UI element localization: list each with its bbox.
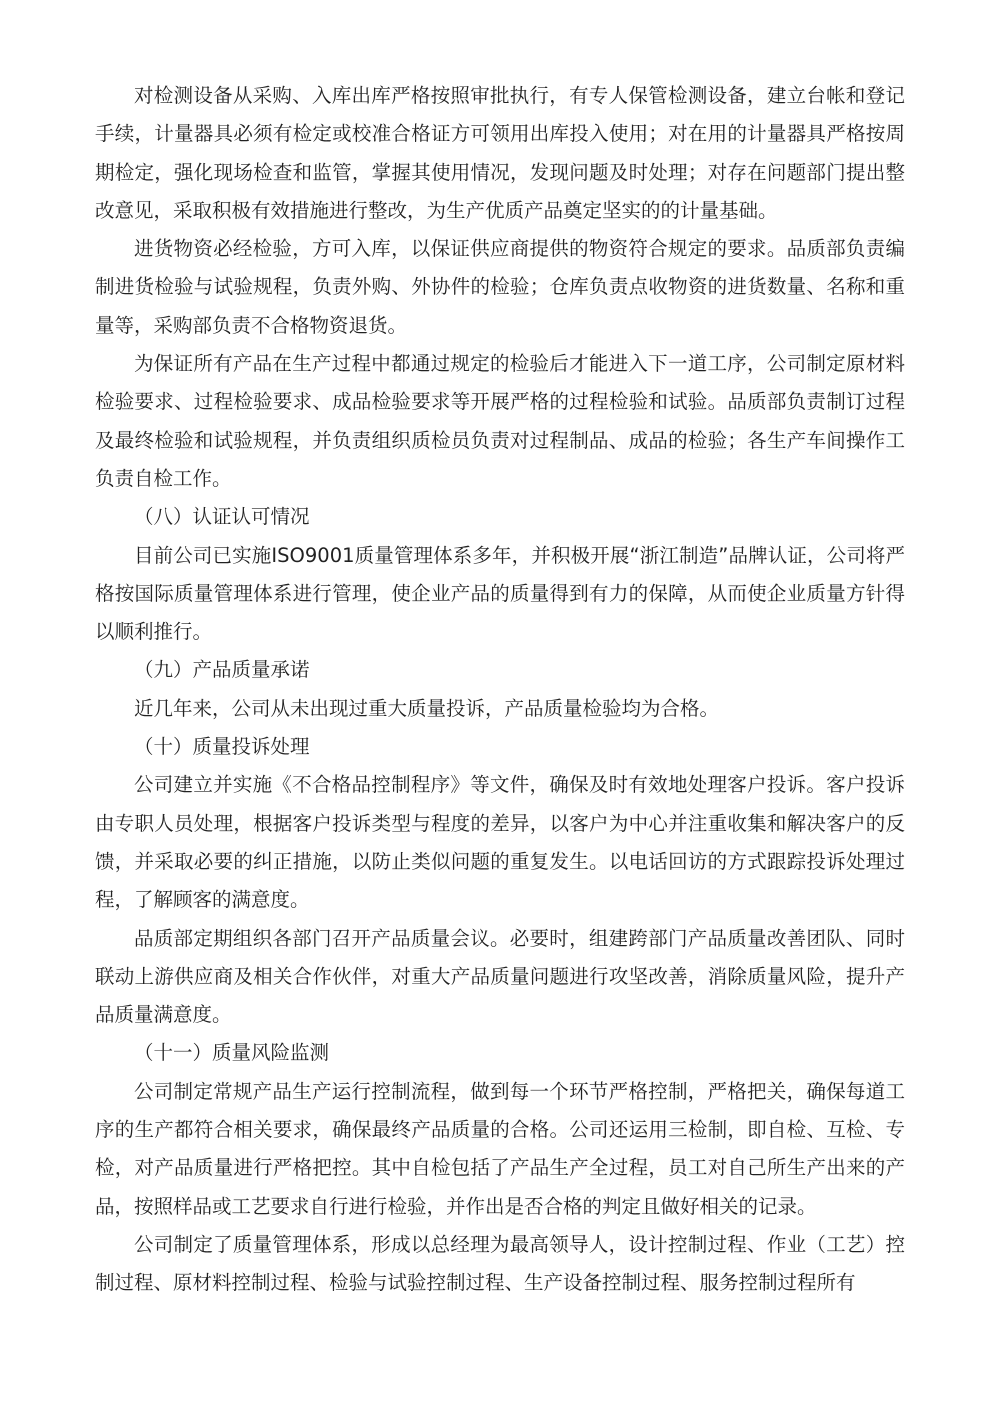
paragraph-complaint-handling: 公司建立并实施《不合格品控制程序》等文件，确保及时有效地处理客户投诉。客户投诉由专职人员处理，根据客户投诉类型与程度的差异，以客户为中心并注重收集和解决客户的反馈，并采取必要的纠正措施，以防止类似问题的重复发生。以电话回访的方式跟踪投诉处理过程，了解顾客的满意度。 [95, 773, 905, 912]
paragraph-risk-monitoring: 公司制定常规产品生产运行控制流程，做到每一个环节严格控制，严格把关，确保每道工序的生产都符合相关要求，确保最终产品质量的合格。公司还运用三检制，即自检、互检、专检，对产品质量进行严格把控。其中自检包括了产品生产全过程，员工对自己所生产出来的产品，按照样品或工艺要求自行进行检验，并作出是否合格的判定且做好相关的记录。 [95, 1079, 905, 1218]
paragraph-certification: 目前公司已实施ISO9001质量管理体系多年，并积极开展“浙江制造”品牌认证，公司将严格按国际质量管理体系进行管理，使企业产品的质量得到有力的保障，从而使企业质量方针得以顺利推行。 [95, 543, 905, 644]
section-heading-complaint-handling: （十）质量投诉处理 [134, 735, 310, 759]
paragraph-process-inspection: 为保证所有产品在生产过程中都通过规定的检验后才能进入下一道工序，公司制定原材料检验要求、过程检验要求、成品检验要求等开展严格的过程检验和试验。品质部负责制订过程及最终检验和试验规程，并负责组织质检员负责对过程制品、成品的检验；各生产车间操作工负责自检工作。 [95, 352, 905, 490]
paragraph-quality-commitment: 近几年来，公司从未出现过重大质量投诉，产品质量检验均为合格。 [134, 696, 720, 720]
section-heading-risk-monitoring: （十一）质量风险监测 [134, 1041, 330, 1065]
paragraph-incoming-inspection: 进货物资必经检验，方可入库，以保证供应商提供的物资符合规定的要求。品质部负责编制进货检验与试验规程，负责外购、外协件的检验；仓库负责点收物资的进货数量、名称和重量等，采购部负责不合格物资退货。 [95, 237, 905, 337]
paragraph-quality-system: 公司制定了质量管理体系，形成以总经理为最高领导人，设计控制过程、作业（工艺）控制过程、原材料控制过程、检验与试验控制过程、生产设备控制过程、服务控制过程所有 [95, 1232, 905, 1295]
paragraph-quality-meeting: 品质部定期组织各部门召开产品质量会议。必要时，组建跨部门产品质量改善团队、同时联动上游供应商及相关合作伙伴，对重大产品质量问题进行攻坚改善，消除质量风险，提升产品质量满意度。 [95, 926, 905, 1027]
paragraph-measuring-equipment: 对检测设备从采购、入库出库严格按照审批执行，有专人保管检测设备，建立台帐和登记手续，计量器具必须有检定或校准合格证方可领用出库投入使用；对在用的计量器具严格按周期检定，强化现场检查和监管，掌握其使用情况，发现问题及时处理；对存在问题部门提出整改意见，采取积极有效措施进行整改，为生产优质产品奠定坚实的的计量基础。 [95, 84, 905, 222]
section-heading-quality-commitment: （九）产品质量承诺 [134, 658, 310, 682]
document-body [95, 77, 905, 1303]
section-heading-certification: （八）认证认可情况 [134, 505, 310, 529]
